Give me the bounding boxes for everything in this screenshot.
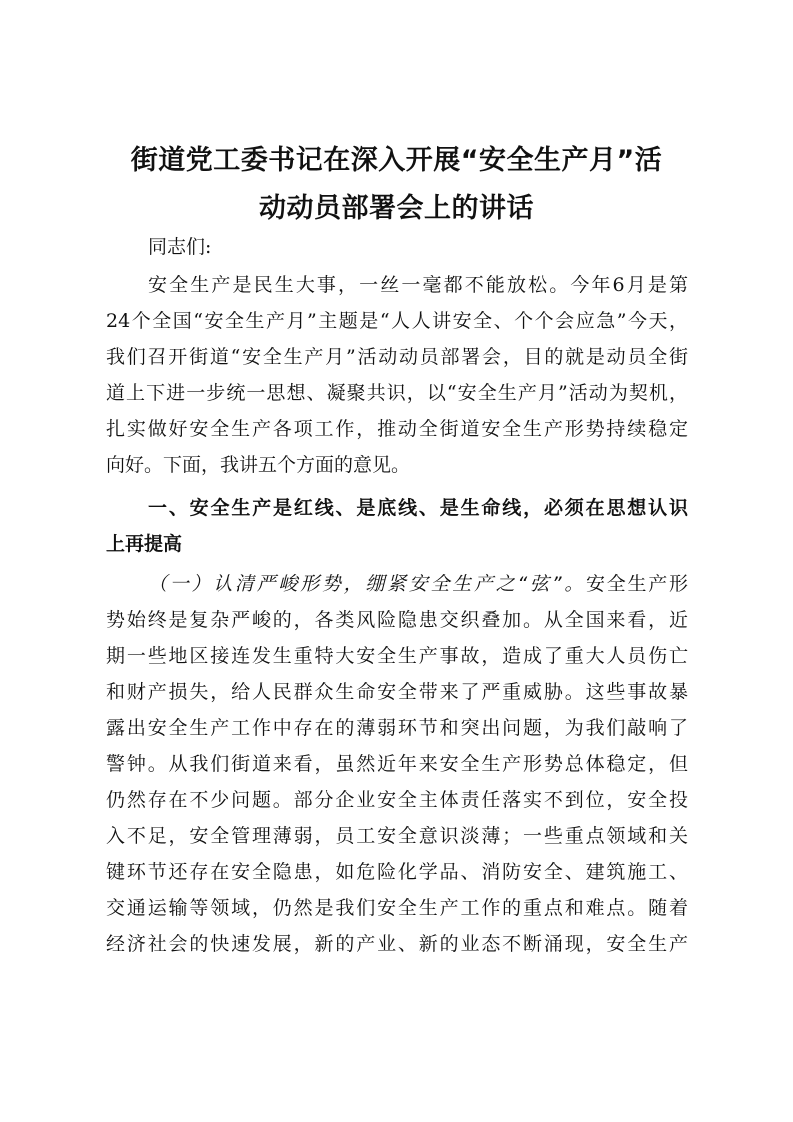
paragraph-line: 扎实做好安全生产各项工作，推动全街道安全生产形势持续稳定 xyxy=(106,418,688,440)
subsection-title: （一）认清严峻形势，绷紧安全生产之“弦”。 xyxy=(148,573,587,595)
paragraph-line: 安全生产是民生大事，一丝一毫都不能放松。今年6月是第 xyxy=(148,274,688,296)
paragraph-line: 警钟。从我们街道来看，虽然近年来安全生产形势总体稳定，但 xyxy=(106,753,688,775)
paragraph-line: 24个全国“安全生产月”主题是“人人讲安全、个个会应急”今天， xyxy=(106,310,688,332)
section-heading-line-1: 一、安全生产是红线、是底线、是生命线，必须在思想认识 xyxy=(148,497,688,519)
subsection-first-line xyxy=(148,566,688,602)
paragraph-line: 仍然存在不少问题。部分企业安全主体责任落实不到位，安全投 xyxy=(106,789,688,811)
salutation: 同志们: xyxy=(148,236,212,258)
paragraph-line: 期一些地区接连发生重特大安全生产事故，造成了重大人员伤亡 xyxy=(106,645,688,667)
paragraph-line: 我们召开街道“安全生产月”活动动员部署会，目的就是动员全街 xyxy=(106,346,688,368)
paragraph-line: 交通运输等领域，仍然是我们安全生产工作的重点和难点。随着 xyxy=(106,897,688,919)
paragraph-line: 势始终是复杂严峻的，各类风险隐患交织叠加。从全国来看，近 xyxy=(106,609,688,631)
paragraph-line: 入不足，安全管理薄弱，员工安全意识淡薄；一些重点领域和关 xyxy=(106,825,688,847)
paragraph-line: 和财产损失，给人民群众生命安全带来了严重威胁。这些事故暴 xyxy=(106,681,688,703)
paragraph-line: 向好。下面，我讲五个方面的意见。 xyxy=(106,454,411,476)
paragraph-line: 露出安全生产工作中存在的薄弱环节和突出问题，为我们敲响了 xyxy=(106,717,688,739)
section-heading-line-2: 上再提高 xyxy=(106,533,183,555)
subsection-text-start: 安全生产形 xyxy=(586,573,688,595)
paragraph-line: 经济社会的快速发展，新的产业、新的业态不断涌现，安全生产 xyxy=(106,933,688,955)
document-title-line-1: 街道党工委书记在深入开展“安全生产月”活 xyxy=(130,145,663,176)
document-title-line-2: 动动员部署会上的讲话 xyxy=(259,193,534,224)
paragraph-line: 道上下进一步统一思想、凝聚共识，以“安全生产月”活动为契机， xyxy=(106,382,688,404)
paragraph-line: 键环节还存在安全隐患，如危险化学品、消防安全、建筑施工、 xyxy=(106,861,688,883)
